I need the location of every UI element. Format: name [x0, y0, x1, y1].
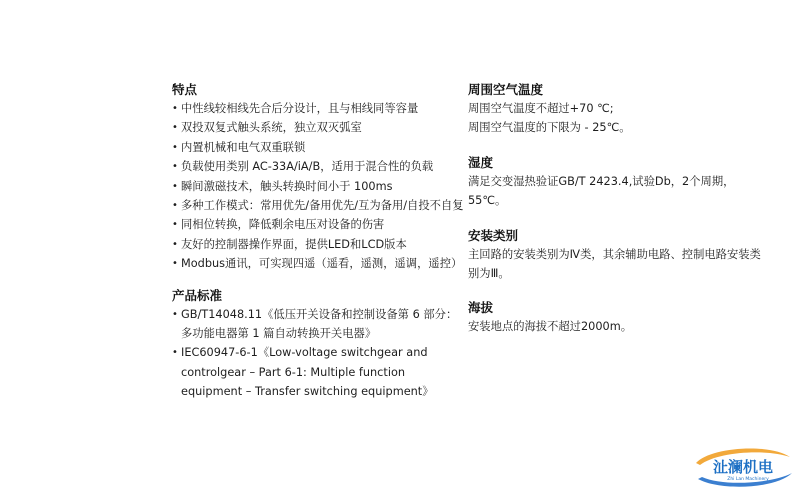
- list-item: • 内置机械和电气双重联锁: [172, 138, 462, 157]
- features-heading: 特点: [172, 82, 198, 97]
- features-list: [172, 99, 462, 274]
- right-column: [468, 80, 768, 352]
- altitude-heading: 海拔: [468, 300, 494, 316]
- humidity-section: [468, 153, 768, 211]
- install-section: [468, 226, 768, 284]
- left-column: [172, 80, 462, 402]
- list-item: • Modbus通讯，可实现四遥（遥看，遥测，遥调，遥控）: [172, 254, 462, 273]
- list-item: • 双投双复式触头系统，独立双灭弧室: [172, 118, 462, 137]
- ambient-heading: 周围空气温度: [468, 82, 544, 97]
- company-logo: [690, 443, 796, 491]
- ambient-line-2: 周围空气温度的下限为 - 25℃。: [468, 121, 631, 135]
- install-heading: 安装类别: [468, 227, 519, 243]
- logo-subtext: Zhi Lan Machinery: [727, 477, 769, 482]
- list-item: • 友好的控制器操作界面，提供LED和LCD版本: [172, 235, 462, 254]
- standards-heading: 产品标准: [172, 287, 223, 303]
- list-item: • 多种工作模式：常用优先/备用优先/互为备用/自投不自复: [172, 196, 462, 215]
- list-item: • GB/T14048.11《低压开关设备和控制设备第 6 部分：多功能电器第 1 篇自动转换开关电器》: [172, 305, 462, 344]
- logo-text: 沚澜机电: [712, 458, 774, 476]
- list-item: • 中性线较相线先合后分设计，且与相线同等容量: [172, 99, 462, 118]
- install-text: 主回路的安装类别为Ⅳ类，其余辅助电路、控制电路安装类别为Ⅲ。: [468, 247, 761, 281]
- list-item: • 瞬间激磁技术，触头转换时间小于 100ms: [172, 177, 462, 196]
- list-item: • 同相位转换，降低剩余电压对设备的伤害: [172, 215, 462, 234]
- standards-list: [172, 305, 462, 402]
- list-item: • 负载使用类别 AC-33A/iA/B，适用于混合性的负载: [172, 157, 462, 176]
- humidity-heading: 湿度: [468, 154, 494, 170]
- ambient-section: [468, 80, 768, 138]
- humidity-text: 满足交变湿热验证GB/T 2423.4,试验Db，2个周期，55℃。: [468, 174, 735, 208]
- ambient-line-1: 周围空气温度不超过+70 ℃;: [468, 102, 614, 115]
- altitude-section: [468, 298, 768, 336]
- list-item: • IEC60947-6-1《Low-voltage switchgear and controlgear – Part 6-1: Multiple function equipment – Transfer switching equipment》: [172, 343, 462, 401]
- altitude-text: 安装地点的海拔不超过2000m。: [468, 320, 633, 334]
